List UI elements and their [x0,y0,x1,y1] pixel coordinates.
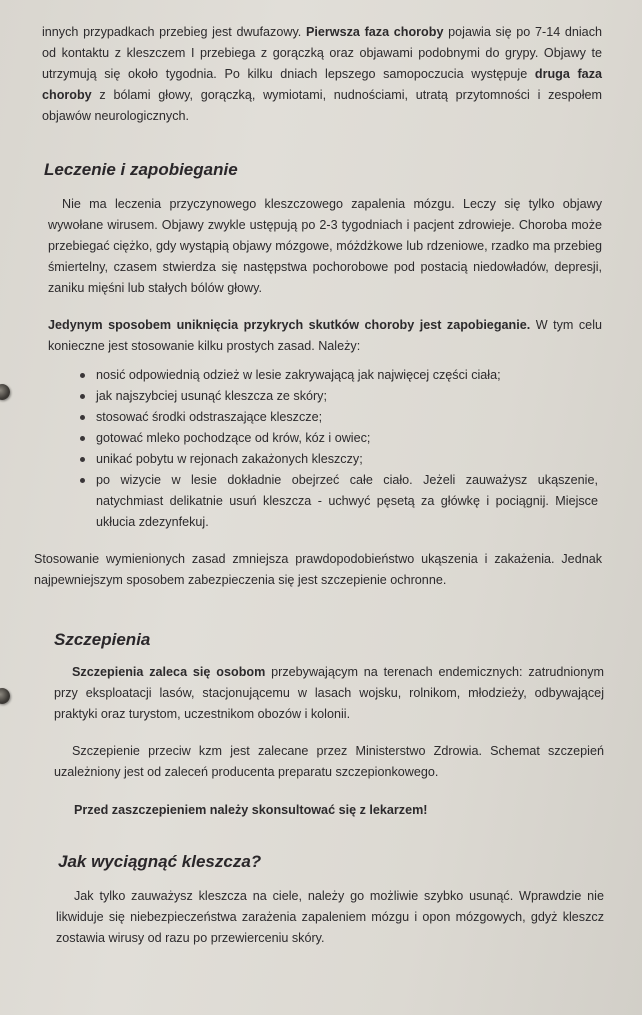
list-item: gotować mleko pochodzące od krów, kóz i owiec; [78,428,598,449]
first-phase-bold: Pierwsza faza choroby [306,25,444,39]
list-item: unikać pobytu w rejonach zakażonych kleszczy; [78,449,598,470]
treatment-paragraph: Nie ma leczenia przyczynowego kleszczowego zapalenia mózgu. Leczy się tylko objawy wywołane wirusem. Objawy zwykle ustępują po 2-3 tygodniach i pacjent zdrowieje. Choroba może przebiegać ciężko, gdy wystąpią objawy mózgowe, móżdżkowe lub rdzeniowe, rzadko ma przebieg śmiertelny, czasem stwierdza się następstwa pochorobowe pod postacią niedowładów, depresji, zaniku mięśni lub stałych bólów głowy. [48,197,602,295]
consult-notice: Przed zaszczepieniem należy skonsultować się z lekarzem! [74,803,428,817]
vaccination-paragraph [54,662,604,725]
tick-removal-heading: Jak wyciągnąć kleszcza? [58,852,262,871]
intro-text: pojawia się po 7-14 dniach od kontaktu z kleszczem I przebiega z gorączką oraz objawami podobnymi do grypy. Objawy te utrzymują się około tygodnia. Po kilku dniach lepszego samopoczucia występuje [42,25,602,81]
list-item: nosić odpowiednią odzież w lesie zakrywającą jak najwięcej części ciała; [78,365,598,386]
prevention-rules-list [78,365,598,533]
treatment-heading: Leczenie i zapobieganie [44,160,238,179]
vaccination-heading: Szczepienia [54,630,151,649]
list-item: po wizycie w lesie dokładnie obejrzeć całe ciało. Jeżeli zauważysz ukąszenie, natychmiast delikatnie usuń kleszcza - uchwyć pęsetą za główkę i pociągnij. Miejsce ukłucia zdezynfekuj. [78,470,598,533]
vaccination-text: przebywającym na terenach endemicznych: zatrudnionym przy eksploatacji lasów, stacjonującemu w lasach wojsku, rolnikom, młodzieży, odbywającej praktyki oraz turystom, uczestnikom obozów i kolonii. [54,665,604,721]
list-item: jak najszybciej usunąć kleszcza ze skóry; [78,386,598,407]
vaccination-schedule-paragraph: Szczepienie przeciw kzm jest zalecane przez Ministerstwo Zdrowia. Schemat szczepień uzależniony jest od zaleceń producenta preparatu szczepionkowego. [54,744,604,779]
binder-hole [0,688,10,704]
vaccination-bold: Szczepienia zaleca się osobom [72,665,266,679]
intro-paragraph [42,22,602,127]
summary-paragraph: Stosowanie wymienionych zasad zmniejsza prawdopodobieństwo ukąszenia i zakażenia. Jednak najpewniejszym sposobem zabezpieczenia się jest szczepienie ochronne. [34,552,602,587]
prevention-paragraph [48,315,602,357]
prevention-bold: Jedynym sposobem uniknięcia przykrych skutków choroby jest zapobieganie. [48,318,531,332]
list-item: stosować środki odstraszające kleszcze; [78,407,598,428]
binder-hole [0,384,10,400]
intro-text: innych przypadkach przebieg jest dwufazowy. [42,25,306,39]
intro-text: z bólami głowy, gorączką, wymiotami, nudnościami, utratą przytomności i zespołem objawów neurologicznych. [42,88,602,123]
tick-removal-paragraph: Jak tylko zauważysz kleszcza na ciele, należy go możliwie szybko usunąć. Wprawdzie nie likwiduje się niebezpieczeństwa zarażenia zapaleniem mózgu i opon mózgowych, gdyż kleszcz zostawia wirusy od razu po przewierceniu skóry. [56,889,604,945]
second-phase-bold: druga faza choroby [42,67,602,102]
prevention-text: W tym celu konieczne jest stosowanie kilku prostych zasad. Należy: [48,318,602,353]
